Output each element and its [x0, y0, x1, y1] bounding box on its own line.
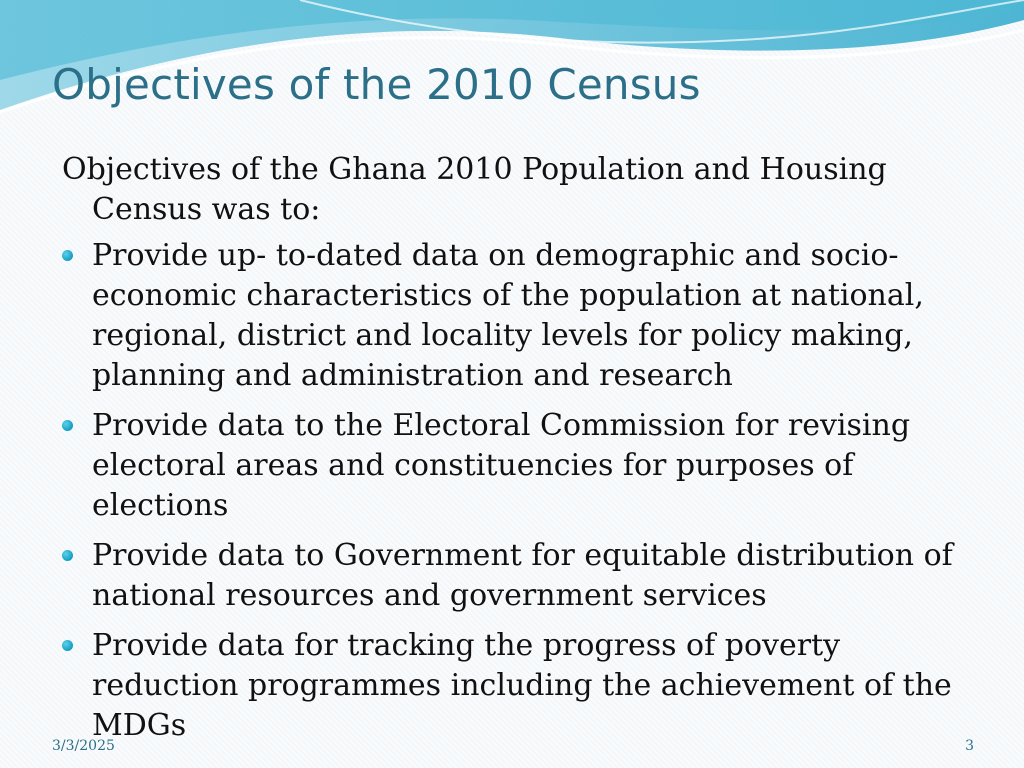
bullet-icon — [62, 420, 73, 431]
list-item-text: Provide data to the Electoral Commission for revising electoral areas and constituencies for purposes of elections — [92, 408, 911, 523]
bullet-icon — [62, 550, 73, 561]
bullet-icon — [62, 640, 73, 651]
slide-body — [62, 150, 972, 756]
list-item-text: Provide up- to-dated data on demographic and socio-economic characteristics of the population at national, regional, district and locality levels for policy making, planning and administration and research — [92, 238, 924, 393]
objectives-list — [62, 236, 972, 746]
slide-number: 3 — [965, 738, 974, 754]
footer-date: 3/3/2025 — [52, 738, 115, 754]
list-item — [62, 626, 972, 746]
list-item-text: Provide data to Government for equitable distribution of national resources and government services — [92, 538, 953, 613]
list-item — [62, 406, 972, 526]
list-item — [62, 236, 972, 396]
list-item — [62, 536, 972, 616]
slide-title: Objectives of the 2010 Census — [52, 60, 701, 109]
intro-paragraph: Objectives of the Ghana 2010 Population and Housing Census was to: — [62, 152, 887, 227]
bullet-icon — [62, 250, 73, 261]
list-item-text: Provide data for tracking the progress of poverty reduction programmes including the achievement of the MDGs — [92, 628, 952, 743]
